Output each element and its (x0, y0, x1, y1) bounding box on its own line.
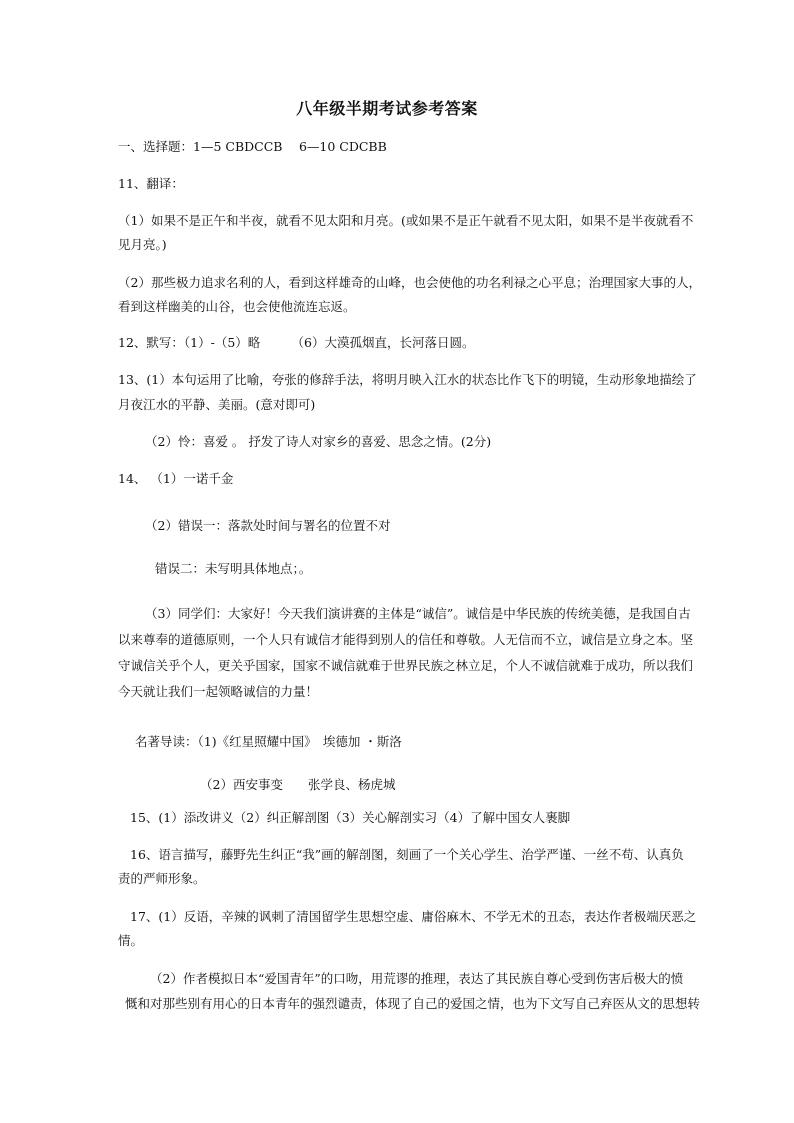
answer-13-1-line1: 13、(1）本句运用了比喻，夸张的修辞手法，将明月映入江水的状态比作飞下的明镜，生动形象地描绘了 (118, 372, 697, 387)
answer-11-1-line1: （1）如果不是正午和半夜，就看不见太阳和月亮。(或如果不是正午就看不见太阳，如果不是半夜就看不 (118, 213, 694, 228)
answer-14-3-line4: 今天就让我们一起领略诚信的力量！ (118, 684, 319, 699)
answer-14-1: 14、 （1）一诺千金 (118, 471, 234, 486)
answer-13-2: （2）怜：喜爱 。 抒发了诗人对家乡的喜爱、思念之情。(2分) (145, 434, 492, 449)
answer-16-line2: 责的严师形象。 (118, 871, 206, 886)
answer-choice: 一、选择题：1—5 CBDCCB 6—10 CDCBB (118, 139, 387, 154)
page-title: 八年级半期考试参考答案 (296, 99, 478, 118)
answer-14-3-line1: （3）同学们：大家好！今天我们演讲赛的主体是“诚信”。诚信是中华民族的传统美德，是我国自古 (145, 606, 691, 621)
answer-11-1-line2: 见月亮。) (118, 237, 167, 252)
answer-11-2-line2: 看到这样幽美的山谷，也会使他流连忘返。 (118, 299, 356, 314)
answer-reading-1: 名著导读：（1)《红星照耀中国》 埃德加 ・斯洛 (135, 734, 402, 749)
answer-11-heading: 11、翻译： (118, 176, 184, 191)
answer-13-1-line2: 月夜江水的平静、美丽。(意对即可) (118, 397, 316, 412)
answer-14-2-error2: 错误二：未写明具体地点；。 (155, 561, 312, 576)
answer-reading-2: （2）西安事变 张学良、杨虎城 (200, 777, 396, 792)
answer-14-3-line2: 以来尊奉的道德原则，一个人只有诚信才能得到别人的信任和尊敬。人无信而不立，诚信是立身之本。坚 (118, 632, 694, 647)
answer-16-line1: 16、语言描写，藤野先生纠正“我”画的解剖图，刻画了一个关心学生、治学严谨、一丝不苟、认真负 (130, 847, 684, 862)
answer-17-2-line1: （2）作者模拟日本“爱国青年”的口吻，用荒谬的推理，表达了其民族自尊心受到伤害后极大的愤 (150, 971, 684, 986)
answer-14-2-error1: （2）错误一：落款处时间与署名的位置不对 (145, 518, 391, 533)
answer-12: 12、默写：（1）-（5）略 （6）大漠孤烟直，长河落日圆。 (118, 335, 475, 350)
answer-17-1-line2: 情。 (118, 933, 144, 948)
answer-15: 15、(1）添改讲义（2）纠正解剖图（3）关心解剖实习（4）了解中国女人裹脚 (130, 810, 571, 825)
answer-17-2-line2: 慨和对那些别有用心的日本青年的强烈谴责，体现了自己的爱国之情，也为下文写自己弃医从文的思想转 (125, 996, 701, 1011)
answer-11-2-line1: （2）那些极力追求名利的人，看到这样雄奇的山峰，也会使他的功名利禄之心平息；治理国家大事的人， (118, 275, 701, 290)
answer-14-3-line3: 守诚信关乎个人，更关乎国家，国家不诚信就难于世界民族之林立足，个人不诚信就难于成功，所以我们 (118, 658, 694, 673)
answer-17-1-line1: 17、(1）反语，辛辣的讽刺了清国留学生思想空虚、庸俗麻木、不学无术的丑态，表达作者极端厌恶之 (130, 909, 697, 924)
